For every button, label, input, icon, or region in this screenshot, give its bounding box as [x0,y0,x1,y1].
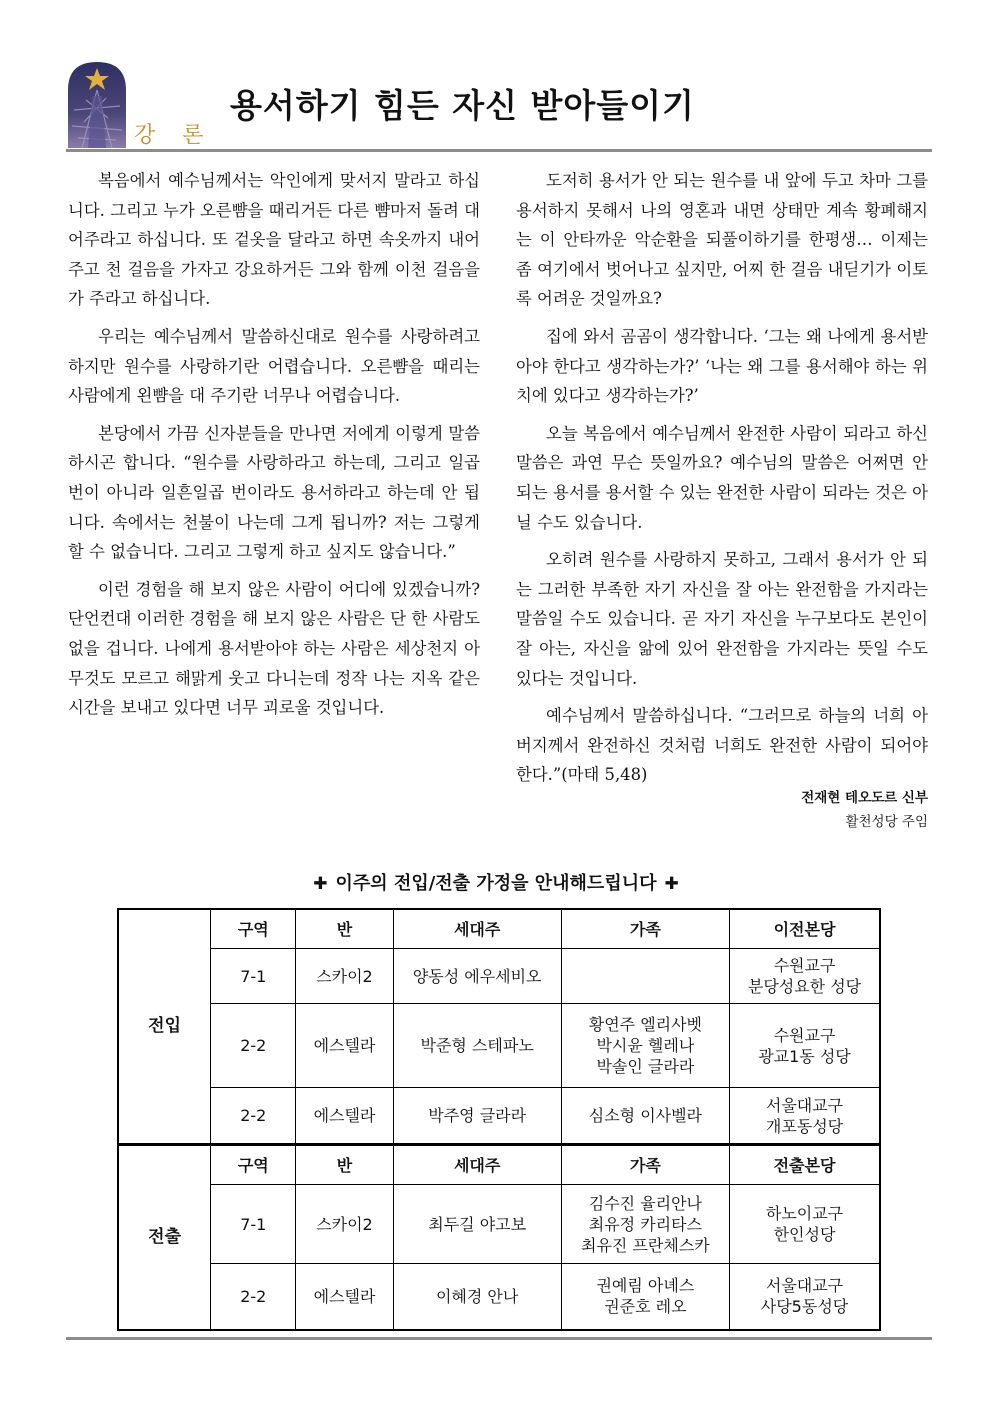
ban-cell: 에스텔라 [296,1004,393,1088]
parish-name: 광교1동 성당 [758,1046,851,1066]
parish-diocese: 서울대교구 [765,1095,844,1115]
parish-cell [730,1004,881,1088]
paragraph: 우리는 예수님께서 말씀하신대로 원수를 사랑하려고 하지만 원수를 사랑하기란 어렵습니다. 오른뺨을 때리는 사람에게 왼뺨을 대 주기란 너무나 어렵습니다. [68,326,480,406]
column-header: 반 [296,1145,393,1185]
parish-name: 분당성요한 성당 [747,977,862,996]
table-header-row [118,1145,880,1185]
ban-cell: 에스텔라 [296,1088,393,1145]
table-row [118,1088,880,1145]
head-cell: 박준형 스테파노 [393,1004,561,1088]
table-row [118,1004,880,1088]
column-header: 세대주 [393,909,561,949]
paragraph: 오히려 원수를 사랑하지 못하고, 그래서 용서가 안 되는 그러한 부족한 자기 자신을 잘 아는 완전함을 가지라는 말씀일 수도 있습니다. 곧 자기 자신을 누구보다도 본인이 잘 아는, 자신을 앎에 있어 완전함을 가지라는 뜻일 수도 있다는 것입니다. [516,550,928,688]
family-member: 김수진 율리안나 [588,1193,703,1213]
zone-cell: 2-2 [211,1004,296,1088]
paragraph: 집에 와서 곰곰이 생각합니다. ‘그는 왜 나에게 용서받아야 한다고 생각하는가?’ ‘나는 왜 그를 용서해야 하는 위치에 있다고 생각하는가?’ [516,326,928,406]
zone-cell: 2-2 [211,1088,296,1145]
author-name: 전재현 테오도르 신부 [801,790,928,806]
column-header: 세대주 [393,1145,561,1185]
article-left-column [68,166,480,731]
group-label-incoming: 전입 [118,909,211,1145]
column-header: 전출본당 [730,1145,881,1185]
family-cell [561,1088,729,1145]
notice-title-text: 이주의 전입/전출 가정을 안내해드립니다 [335,873,657,894]
column-header: 구역 [211,1145,296,1185]
head-cell: 최두길 야고보 [393,1185,561,1264]
cross-icon: ✚ [664,874,679,894]
zone-cell: 7-1 [211,949,296,1004]
paragraph: 복음에서 예수님께서는 악인에게 맞서지 말라고 하십니다. 그리고 누가 오른뺨을 때리거든 다른 뺨마저 돌려 대어주라고 하십니다. 또 겉옷을 달라고 하면 속옷까지 내어주고 천 걸음을 가자고 강요하거든 그와 함께 이천 걸음을 가 주라고 하십니다. [68,171,480,309]
family-cell [561,949,729,1004]
parish-cell [730,1088,881,1145]
family-member: 권예림 아녜스 [596,1276,695,1296]
author-signature [801,786,928,834]
parish-diocese: 수원교구 [773,956,836,975]
family-member: 황연주 엘리사벳 [588,1015,703,1034]
author-parish: 활천성당 주임 [845,814,928,830]
paragraph: 오늘 복음에서 예수님께서 완전한 사람이 되라고 하신 말씀은 과연 무슨 뜻일까요? 예수님의 말씀은 어쩌면 안 되는 용서를 용서할 수 있는 완전한 사람이 되라는 것은 아닐 수도 있습니다. [516,423,928,532]
article-right-column [516,166,928,798]
parish-diocese: 수원교구 [773,1025,836,1045]
ban-cell: 스카이2 [296,1185,393,1264]
ban-cell: 스카이2 [296,949,393,1004]
family-member: 권준호 레오 [604,1297,687,1317]
table-row [118,1185,880,1264]
parish-diocese: 하노이교구 [765,1204,844,1223]
parish-name: 개포동성당 [765,1116,844,1136]
column-header: 이전본당 [730,909,881,949]
paragraph: 도저히 용서가 안 되는 원수를 내 앞에 두고 차마 그를 용서하지 못해서 나의 영혼과 내면 상태만 계속 황폐해지는 이 안타까운 악순환을 되풀이하기를 한평생… 이제는 좀 여기에서 벗어나고 싶지만, 어찌 한 걸음 내딛기가 이토록 어려운 것일까요? [516,171,928,309]
parish-cell [730,1185,881,1264]
notice-title [0,869,992,895]
column-header: 가족 [561,909,729,949]
column-header: 구역 [211,909,296,949]
column-header: 반 [296,909,393,949]
page-title: 용서하기 힘든 자신 받아들이기 [230,86,695,125]
family-member: 박시윤 헬레나 [596,1036,695,1055]
column-header: 가족 [561,1145,729,1185]
page-header [66,58,932,152]
head-cell: 박주영 글라라 [393,1088,561,1145]
paragraph: 본당에서 가끔 신자분들을 만나면 저에게 이렇게 말씀하시곤 합니다. “원수를 사랑하라고 하는데, 그리고 일곱 번이 아니라 일흔일곱 번이라도 용서하라고 하는데 안 됩니다. 속에서는 천불이 나는데 그게 됩니까? 저는 그렇게 할 수 없습니다. 그리고 그렇게 하고 싶지도 않습니다.” [68,423,480,562]
header-divider [66,149,932,152]
family-member: 심소형 이사벨라 [588,1106,703,1125]
head-cell: 양동성 에우세비오 [393,949,561,1004]
group-label-outgoing: 전출 [118,1145,211,1330]
footer-divider [66,1337,932,1340]
stained-glass-logo-icon [66,60,128,148]
family-member: 최유정 카리타스 [588,1214,703,1234]
head-cell: 이혜경 안나 [393,1264,561,1330]
parish-name: 한인성당 [773,1225,836,1244]
parish-cell [730,1264,881,1330]
zone-cell: 2-2 [211,1264,296,1330]
parish-name: 사당5동성당 [760,1297,849,1317]
family-member: 박솔인 글라라 [596,1057,695,1076]
cross-icon: ✚ [313,874,328,894]
paragraph: 이런 경험을 해 보지 않은 사람이 어디에 있겠습니까? 단언컨대 이러한 경험을 해 보지 않은 사람은 단 한 사람도 없을 겁니다. 나에게 용서받아야 하는 사람은 세상천지 아무것도 모르고 해맑게 웃고 다니는데 정작 나는 지옥 같은 시간을 보내고 있다면 너무 괴로울 것입니다. [68,579,480,718]
section-tag: 강 론 [134,123,214,148]
ban-cell: 에스텔라 [296,1264,393,1330]
parish-cell [730,949,881,1004]
zone-cell: 7-1 [211,1185,296,1264]
family-transfer-table [117,908,881,1331]
table-header-row [118,909,880,949]
parish-diocese: 서울대교구 [765,1276,844,1296]
family-member: 최유진 프란체스카 [581,1235,710,1255]
table-row [118,949,880,1004]
paragraph: 예수님께서 말씀하십니다. “그러므로 하늘의 너희 아버지께서 완전하신 것처럼 너희도 완전한 사람이 되어야 한다.”(마태 5,48) [516,706,928,785]
family-cell [561,1185,729,1264]
family-cell [561,1264,729,1330]
table-row [118,1264,880,1330]
family-cell [561,1004,729,1088]
